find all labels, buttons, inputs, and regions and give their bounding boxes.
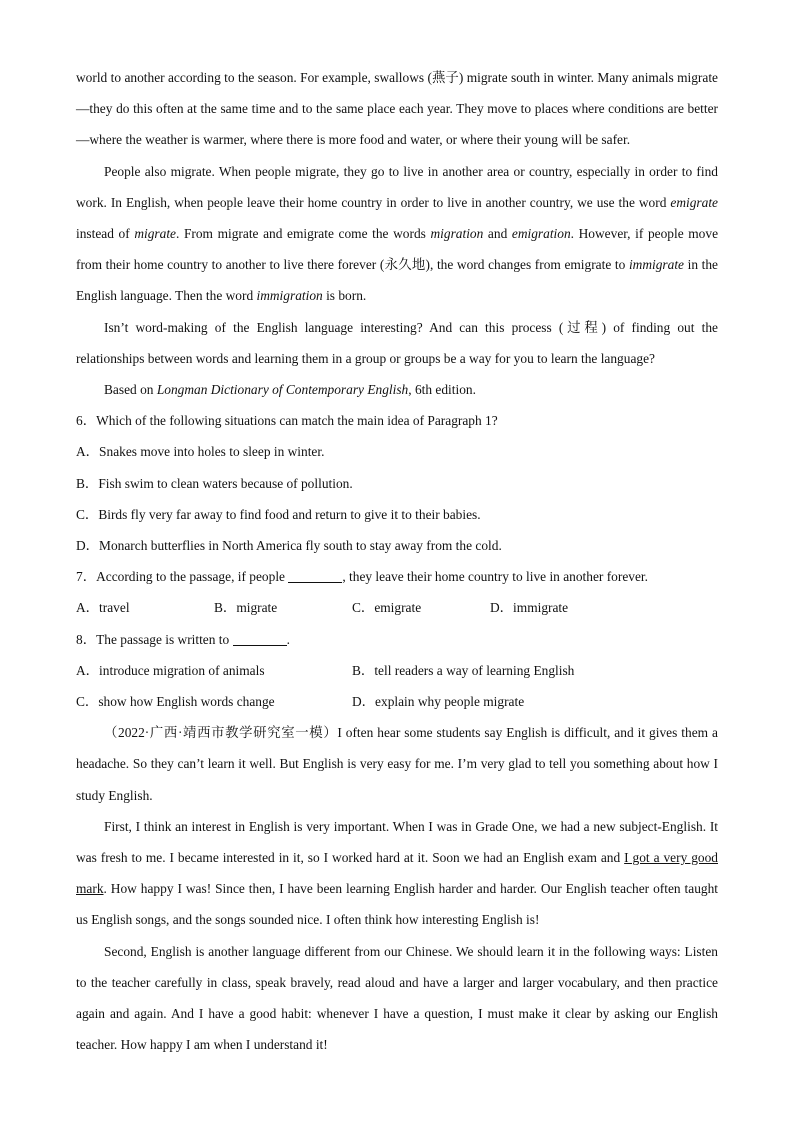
text-run: . From migrate and emigrate come the words [175, 226, 431, 242]
text-run: , 6th edition. [408, 382, 476, 398]
text-run: First, I think an interest in English is very important. When I was in Grade One, we had a new subject-English. It was fresh to me. I became interested in it, so I worked hard at it. Soon we had an English exam and [76, 818, 718, 866]
document-page [76, 62, 718, 1061]
text-run: 7．According to the passage, if people [76, 569, 289, 585]
text-run: People also migrate. When people migrate, they go to live in another area or country, especially in order to find work. In English, when people leave their home country in order to live in another country, we use the word [76, 163, 718, 210]
text-run: Based on [104, 382, 157, 398]
dictionary-title: Longman Dictionary of Contemporary English [156, 382, 409, 398]
text-run: instead of [76, 226, 135, 242]
answer-blank [233, 631, 287, 646]
italic-word: migrate [134, 226, 176, 242]
italic-word: emigration [511, 226, 571, 242]
question-7-option-a: A．travel [76, 600, 130, 616]
question-8-option-b: B．tell readers a way of learning English [352, 662, 575, 678]
italic-word: immigration [256, 288, 323, 304]
question-7-stem [76, 561, 718, 592]
text-run: . [286, 631, 290, 647]
text-run: and [483, 226, 512, 242]
text-run: 8．The passage is written to [76, 631, 233, 647]
italic-word: immigrate [628, 257, 684, 273]
question-8-option-a: A．introduce migration of animals [76, 662, 265, 678]
paragraph-word-making: Isn’t word-making of the English language interesting? And can this process (过程) of finding out the relationships between words and learning them in a group or groups be a way for you to learn the language? [76, 319, 718, 366]
question-6-option-c: C．Birds fly very far away to find food and return to give it to their babies. [76, 506, 481, 522]
text-run: . How happy I was! Since then, I have been learning English harder and harder. Our English teacher often taught us English songs, and the songs sounded nice. I often think how interesting English is! [76, 881, 718, 928]
question-8-stem [76, 624, 718, 655]
passage2-second-point: Second, English is another language different from our Chinese. We should learn it in the following ways: Listen to the teacher carefully in class, speak bravely, read aloud and have a larger and larger vocabulary, and then practice again and again. And I have a good habit: whenever I have a question, I must make it clear by asking our English teacher. How happy I am when I understand it! [76, 943, 718, 1053]
paragraph-animal-migration: world to another according to the season. For example, swallows (燕子) migrate south in winter. Many animals migrate—they do this often at the same time and to the same place each year. They move to places where conditions are better—where the weather is warmer, where there is more food and water, or where their young will be safer. [76, 70, 718, 148]
question-8-option-d: D．explain why people migrate [352, 694, 525, 710]
question-8-options-row-2 [76, 686, 718, 717]
underlined-phrase: I got a very good mark [76, 850, 718, 897]
text-run: . However, if people move from their home country to another to live there forever (永久地), the word changes from emigrate to [76, 226, 719, 273]
question-8-options-row-1 [76, 655, 718, 686]
passage2-intro: （2022·广西·靖西市教学研究室一模）I often hear some students say English is difficult, and it gives them a headache. So they can’t learn it well. But English is very easy for me. I’m very glad to tell you something about how I study English. [76, 725, 718, 803]
text-run: in the English language. Then the word [76, 257, 718, 304]
question-6-option-d: D．Monarch butterflies in North America fly south to stay away from the cold. [76, 538, 502, 554]
text-run: , they leave their home country to live in another forever. [342, 569, 648, 585]
italic-word: emigrate [670, 194, 718, 210]
question-7-options [76, 592, 718, 623]
question-7-option-c: C．emigrate [352, 600, 422, 616]
text-run: is born. [322, 288, 367, 304]
question-6-option-a: A．Snakes move into holes to sleep in winter. [76, 444, 325, 460]
paragraph-people-migrate [76, 156, 718, 312]
question-8-option-c: C．show how English words change [76, 694, 275, 710]
question-7-option-d: D．immigrate [490, 600, 569, 616]
question-6-option-b: B．Fish swim to clean waters because of pollution. [76, 475, 353, 491]
question-7-option-b: B．migrate [214, 600, 278, 616]
question-6-stem: 6．Which of the following situations can match the main idea of Paragraph 1? [76, 413, 498, 429]
source-citation [76, 374, 718, 405]
italic-word: migration [430, 226, 484, 242]
passage2-first-point [76, 811, 718, 936]
answer-blank [288, 568, 342, 583]
